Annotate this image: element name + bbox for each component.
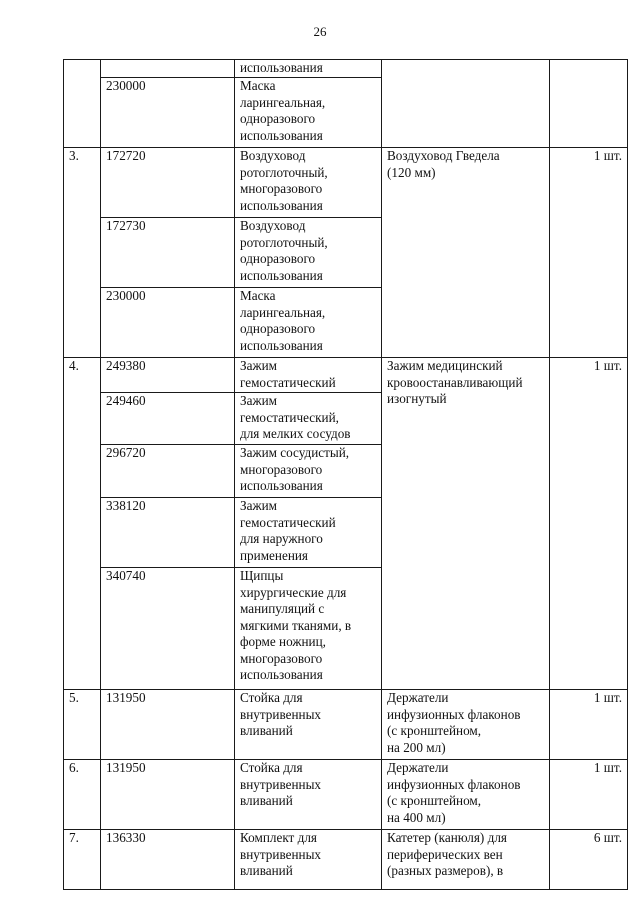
page-number: 26: [313, 24, 327, 39]
table-row: [64, 358, 628, 393]
code-cell: 249460: [101, 393, 235, 445]
code-cell: 131950: [101, 690, 235, 760]
item-name-cell: Зажим гемостатический: [235, 358, 382, 393]
requirement-cell: Держатели инфузионных флаконов (с кронштейном, на 400 мл): [382, 760, 550, 830]
item-name-cell: Щипцы хирургические для манипуляций с мягкими тканями, в форме ножниц, многоразового использования: [235, 568, 382, 690]
code-cell: [101, 60, 235, 78]
code-cell: 230000: [101, 78, 235, 148]
code-cell: 338120: [101, 498, 235, 568]
item-name-cell: Зажим гемостатический, для мелких сосудов: [235, 393, 382, 445]
quantity-cell: 1 шт.: [550, 760, 628, 830]
table-row: [64, 830, 628, 890]
code-cell: 136330: [101, 830, 235, 890]
row-number: 6.: [64, 760, 101, 830]
requirement-cell: Держатели инфузионных флаконов (с кронштейном, на 200 мл): [382, 690, 550, 760]
quantity-cell: 6 шт.: [550, 830, 628, 890]
requirement-cell: Катетер (канюля) для периферических вен (разных размеров), в: [382, 830, 550, 890]
item-name-cell: Зажим сосудистый, многоразового использования: [235, 445, 382, 498]
item-name-cell: Комплект для внутривенных вливаний: [235, 830, 382, 890]
item-name-cell: Зажим гемостатический для наружного применения: [235, 498, 382, 568]
item-name-cell: Стойка для внутривенных вливаний: [235, 690, 382, 760]
table-row: [64, 60, 628, 78]
equipment-table: [63, 59, 628, 890]
quantity-cell: 1 шт.: [550, 148, 628, 358]
item-name-cell: Воздуховод ротоглоточный, одноразового использования: [235, 218, 382, 288]
requirement-cell: Зажим медицинский кровоостанавливающий изогнутый: [382, 358, 550, 690]
item-name-cell: Воздуховод ротоглоточный, многоразового использования: [235, 148, 382, 218]
quantity-cell: 1 шт.: [550, 358, 628, 690]
code-cell: 230000: [101, 288, 235, 358]
item-name-cell: Маска ларингеальная, одноразового использования: [235, 288, 382, 358]
code-cell: 172730: [101, 218, 235, 288]
table-row: [64, 690, 628, 760]
table-row: [64, 148, 628, 218]
code-cell: 172720: [101, 148, 235, 218]
quantity-cell: 1 шт.: [550, 690, 628, 760]
row-number: 3.: [64, 148, 101, 358]
item-name-cell: Маска ларингеальная, одноразового использования: [235, 78, 382, 148]
code-cell: 249380: [101, 358, 235, 393]
code-cell: 131950: [101, 760, 235, 830]
row-number: [64, 60, 101, 148]
requirement-cell: [382, 60, 550, 148]
code-cell: 340740: [101, 568, 235, 690]
row-number: 4.: [64, 358, 101, 690]
table-row: [64, 760, 628, 830]
row-number: 5.: [64, 690, 101, 760]
code-cell: 296720: [101, 445, 235, 498]
item-name-cell: использования: [235, 60, 382, 78]
item-name-cell: Стойка для внутривенных вливаний: [235, 760, 382, 830]
requirement-cell: Воздуховод Гведела (120 мм): [382, 148, 550, 358]
row-number: 7.: [64, 830, 101, 890]
quantity-cell: [550, 60, 628, 148]
